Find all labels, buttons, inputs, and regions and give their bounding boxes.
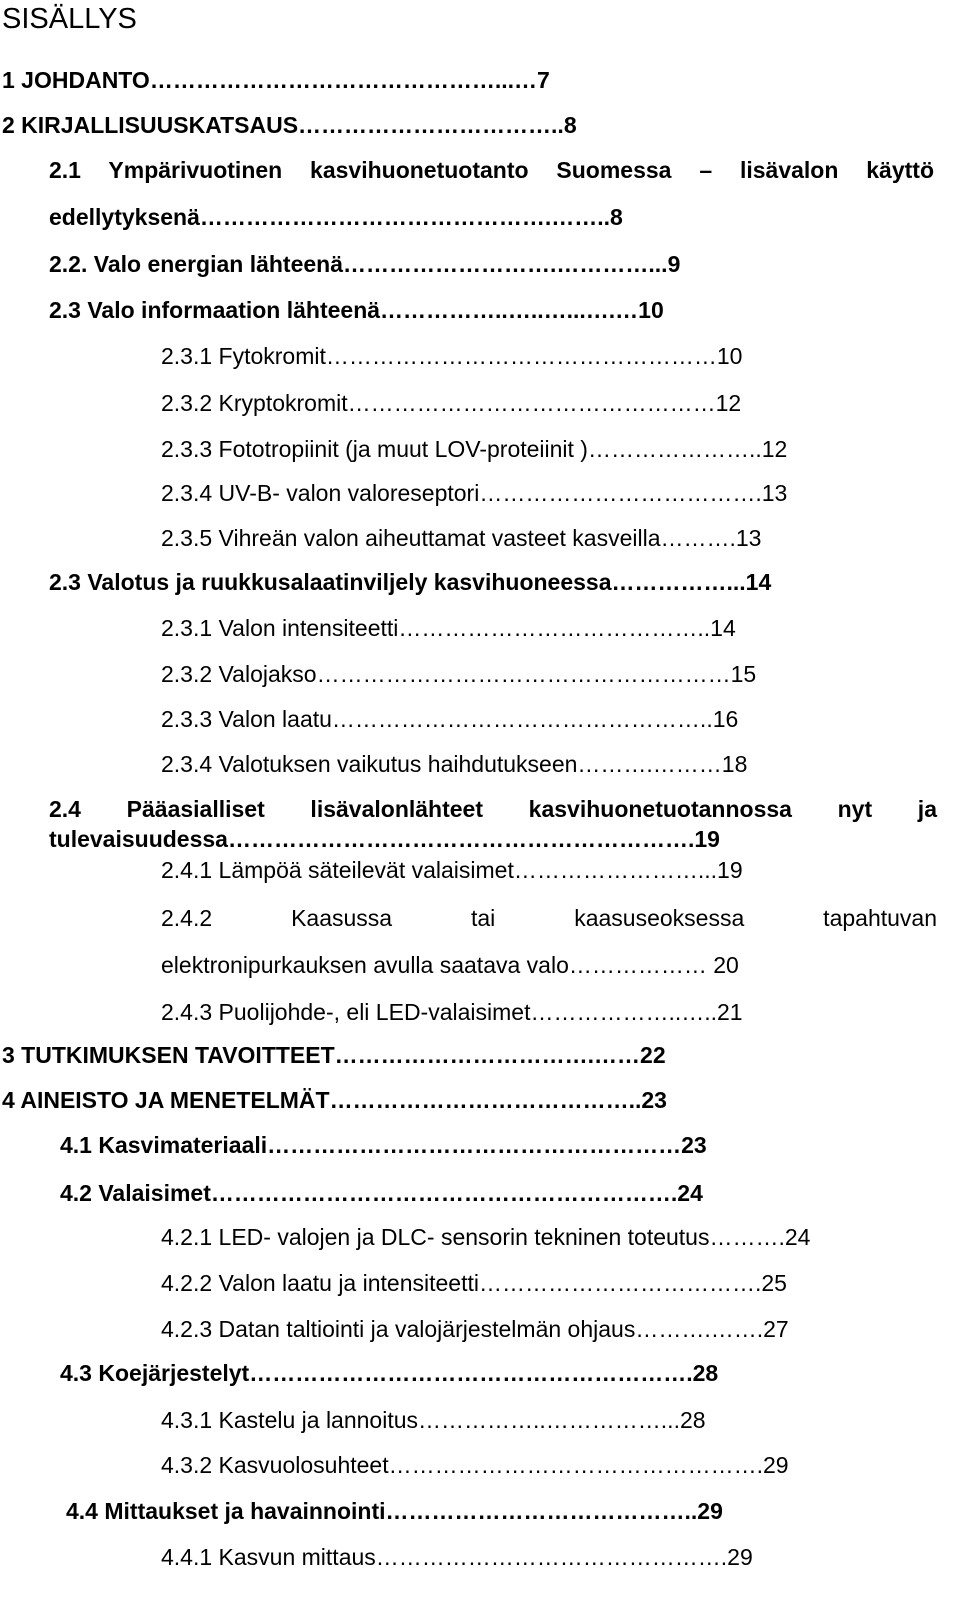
toc-entry: 4.4.1 Kasvun mittaus……………………………………….29 [161,1544,753,1570]
toc-entry: 2.4.1 Lämpöä säteilevät valaisimet……………………...19 [161,857,743,883]
toc-entry: 4.3.1 Kastelu ja lannoitus……………..……………...28 [161,1407,706,1433]
toc-entry: 2.3.5 Vihreän valon aiheuttamat vasteet kasveilla……….13 [161,525,762,551]
toc-entry: 4.2.2 Valon laatu ja intensiteetti……………………………….25 [161,1270,787,1296]
toc-entry: 4.3 Koejärjestelyt………………………………………………….28 [60,1360,719,1386]
toc-entry: 2.3 Valo informaation lähteenä……………..…..…...….…10 [49,297,664,323]
toc-entry: 4 AINEISTO JA MENETELMÄT…………………………………..23 [2,1087,667,1113]
toc-entry: 4.2.3 Datan taltiointi ja valojärjestelmän ohjaus……….…….27 [161,1316,789,1342]
toc-entry: 2.3.4 UV-B- valon valoreseptori……………………………….13 [161,480,788,506]
toc-entry: elektronipurkauksen avulla saatava valo……………… 20 [161,952,739,978]
toc-entry: edellytyksenä……………………………………….……..8 [49,204,623,230]
toc-entry: 2 KIRJALLISUUSKATSAUS……………………………..8 [2,112,577,138]
toc-entry: 4.4 Mittaukset ja havainnointi…………………………………..29 [66,1498,723,1524]
toc-entry: 2.3.4 Valotuksen vaikutus haihdutukseen……….………18 [161,751,748,777]
toc-entry: 3 TUTKIMUKSEN TAVOITTEET…………………………….……22 [2,1042,666,1068]
toc-entry: 2.3.2 Kryptokromit…………………………………………12 [161,390,742,416]
toc-entry: 4.2.1 LED- valojen ja DLC- sensorin tekninen toteutus……….24 [161,1224,811,1250]
toc-entry: 2.1 Ympärivuotinen kasvihuonetuotanto Suomessa – lisävalon käyttö [49,157,934,183]
toc-entry: 2.3.1 Valon intensiteetti…………………………………..14 [161,615,736,641]
toc-entry: 2.4 Pääasialliset lisävalonlähteet kasvihuonetuotannossa nyt ja [49,796,937,822]
toc-entry: 2.2. Valo energian lähteenä……………………….…………...9 [49,251,681,277]
toc-entry: 2.4.2 Kaasussa tai kaasuseoksessa tapahtuvan [161,905,937,931]
toc-entry: 4.1 Kasvimateriaali………………………………………………23 [60,1132,707,1158]
toc-entry: 2.3 Valotus ja ruukkusalaatinviljely kasvihuoneessa……………...14 [49,569,772,595]
toc-entry: 2.3.2 Valojakso………………………………………………15 [161,661,757,687]
toc-entry: 1 JOHDANTO………………………………………...…7 [2,67,550,93]
toc-entry: 2.4.3 Puolijohde-, eli LED-valaisimet………………..…..21 [161,999,743,1025]
toc-entry: 4.2 Valaisimet…………………………………………………….24 [60,1180,703,1206]
toc-entry: 2.3.3 Valon laatu…………………………………………..16 [161,706,739,732]
toc-entry: tulevaisuudessa…………………………………………………….19 [49,826,720,852]
toc-entry: 2.3.3 Fototropiinit (ja muut LOV-proteiinit )…………………..12 [161,436,788,462]
toc-entry: 2.3.1 Fytokromit……………………………………………10 [161,343,743,369]
page-title: SISÄLLYS [2,3,137,35]
toc-entry: 4.3.2 Kasvuolosuhteet………………………………………….29 [161,1452,789,1478]
